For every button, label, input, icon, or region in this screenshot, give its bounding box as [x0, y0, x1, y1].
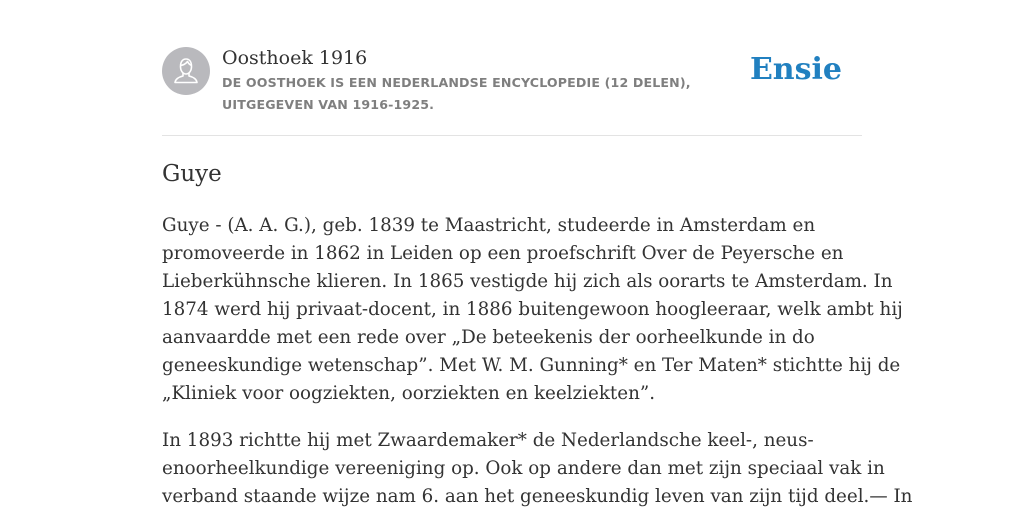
- text-line: verband staande wijze nam 6. aan het geneeskundig leven van zijn tijd deel.— In: [162, 486, 913, 507]
- source-description: DE OOSTHOEK IS EEN NEDERLANDSE ENCYCLOPEDIE (12 DELEN), UITGEGEVEN VAN 1916-1925.: [222, 75, 691, 112]
- source-title[interactable]: Oosthoek 1916: [222, 47, 368, 69]
- text-line: 1874 werd hij privaat-docent, in 1886 buitengewoon hoogleeraar, welk ambt hij: [162, 299, 903, 320]
- user-icon: [162, 47, 210, 95]
- entry-title: Guye: [162, 161, 222, 187]
- text-line: aanvaardde met een rede over „De beteekenis der oorheelkunde in do: [162, 327, 815, 348]
- text-line: Guye - (A. A. G.), geb. 1839 te Maastricht, studeerde in Amsterdam en: [162, 215, 816, 236]
- text-line: geneeskundige wetenschap”. Met W. M. Gunning* en Ter Maten* stichtte hij de: [162, 355, 901, 376]
- entry-paragraph-2: [162, 427, 913, 511]
- text-line: Lieberkühnsche klieren. In 1865 vestigde hij zich als oorarts te Amsterdam. In: [162, 271, 893, 292]
- entry-paragraph-1: [162, 212, 903, 408]
- text-line: In 1893 richtte hij met Zwaardemaker* de Nederlandsche keel-, neus-: [162, 430, 814, 451]
- text-line: „Kliniek voor oogziekten, oorziekten en keelziekten”.: [162, 383, 656, 404]
- entry-body: [162, 212, 913, 512]
- text-line: enoorheelkundige vereeniging op. Ook op andere dan met zijn speciaal vak in: [162, 458, 885, 479]
- source-header: [162, 46, 862, 116]
- header-divider: [162, 135, 862, 136]
- text-line: promoveerde in 1862 in Leiden op een proefschrift Over de Peyersche en: [162, 243, 844, 264]
- source-avatar[interactable]: [162, 47, 210, 95]
- ensie-logo-link[interactable]: Ensie: [749, 52, 842, 87]
